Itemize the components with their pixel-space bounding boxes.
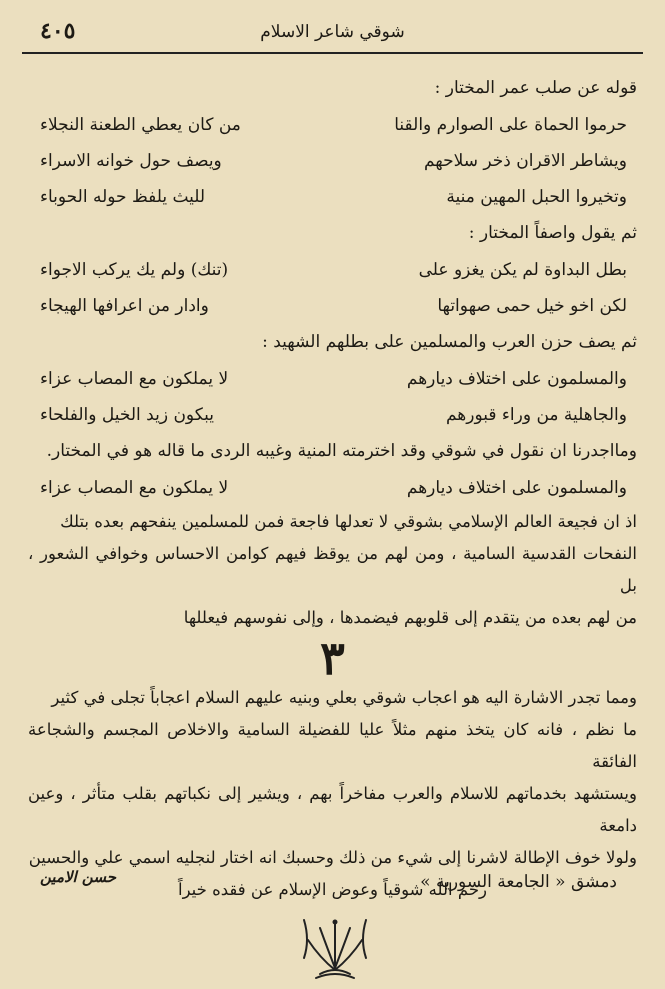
header-rule	[22, 52, 643, 54]
paragraph-line: رحم الله شوقياً وعوض الإسلام عن فقده خيراً	[177, 880, 487, 899]
section-intro: ثم يقول واصفاً المختار :	[468, 223, 637, 243]
verse-line	[28, 252, 637, 288]
paragraph-line: ما نظم ، فانه كان يتخذ منهم مثلاً عليا للفضيلة السامية والاخلاص المجسم والشجاعة الفائقة	[28, 720, 637, 771]
verse-line	[28, 397, 637, 433]
paragraph-line: النفحات القدسية السامية ، ومن لهم من يوقظ فيهم كوامن الاحساس وخوافي الشعور ، بل	[28, 544, 637, 595]
verse-second-hemistich: لا يملكون مع المصاب عزاء	[40, 478, 229, 498]
signature-block	[40, 868, 637, 902]
signature-author: حسن الامين	[40, 868, 116, 886]
paragraph-line: ويستشهد بخدماتهم للاسلام والعرب مفاخراً بهم ، ويشير إلى نكباتهم بقلب متأثر ، وعين دامعة	[28, 784, 637, 835]
verse-second-hemistich: ويصف حول خوانه الاسراء	[40, 151, 222, 171]
verse-line	[28, 143, 637, 179]
verse-second-hemistich: لليث يلفظ حوله الحوباء	[40, 187, 206, 207]
section-numeral: ٣	[320, 631, 345, 685]
verse-first-hemistich: وتخيروا الحبل المهين منية	[446, 187, 627, 207]
verse-first-hemistich: حرموا الحماة على الصوارم والقنا	[394, 115, 627, 135]
verse-line	[28, 288, 637, 324]
verse-first-hemistich: والمسلمون على اختلاف ديارهم	[406, 369, 627, 389]
verse-line	[28, 361, 637, 397]
paragraph-line: اذ ان فجيعة العالم الإسلامي بشوقي لا تعدلها فاجعة فمن للمسلمين ينفحهم بعده بتلك	[60, 512, 637, 531]
paragraph-line: ولولا خوف الإطالة لاشرنا إلى شيء من ذلك وحسبك انه اختار لنجليه اسمي علي والحسين	[28, 848, 637, 867]
verse-first-hemistich: والمسلمون على اختلاف ديارهم	[406, 478, 627, 498]
verse-first-hemistich: والجاهلية من وراء قبورهم	[445, 405, 627, 425]
verse-first-hemistich: ويشاطر الاقران ذخر سلاحهم	[423, 151, 627, 171]
verse-second-hemistich: (تنك) ولم يك يركب الاجواء	[40, 260, 229, 280]
paragraph-line: من لهم بعده من يتقدم إلى قلوبهم فيضمدها ، وإلى نفوسهم فيعللها	[183, 608, 637, 627]
prose-remark: ومااجدرنا ان نقول في شوقي وقد اخترمته المنية وغيبه الردى ما قاله هو في المختار.	[46, 441, 637, 461]
verse-first-hemistich: بطل البداوة لم يكن يغزو على	[418, 260, 627, 280]
verse-second-hemistich: لا يملكون مع المصاب عزاء	[40, 369, 229, 389]
page-header	[22, 10, 643, 58]
verse-second-hemistich: وادار من اعرافها الهيجاء	[40, 296, 209, 316]
section-intro: ثم يصف حزن العرب والمسلمين على بطلهم الشهيد :	[262, 332, 637, 352]
page-number: ٤٠٥	[40, 18, 76, 44]
prose-paragraph	[28, 506, 637, 634]
verse-line	[28, 470, 637, 506]
page-body	[28, 70, 637, 906]
running-title: شوقي شاعر الاسلام	[260, 22, 405, 42]
verse-second-hemistich: من كان يعطي الطعنة النجلاء	[40, 115, 241, 135]
paragraph-line: ومما تجدر الاشارة اليه هو اعجاب شوقي بعلي وبنيه عليهم السلام اعجاباً تجلى في كثير	[51, 688, 637, 707]
floral-ornament-icon	[290, 910, 380, 980]
verse-line	[28, 179, 637, 215]
verse-line	[28, 107, 637, 143]
signature-place: دمشق « الجامعة السورية »	[420, 872, 617, 892]
verse-first-hemistich: لكن اخو خيل حمى صهواتها	[437, 296, 627, 316]
verse-second-hemistich: يبكون زيد الخيل والفلحاء	[40, 405, 214, 425]
section-intro: قوله عن صلب عمر المختار :	[434, 78, 637, 98]
